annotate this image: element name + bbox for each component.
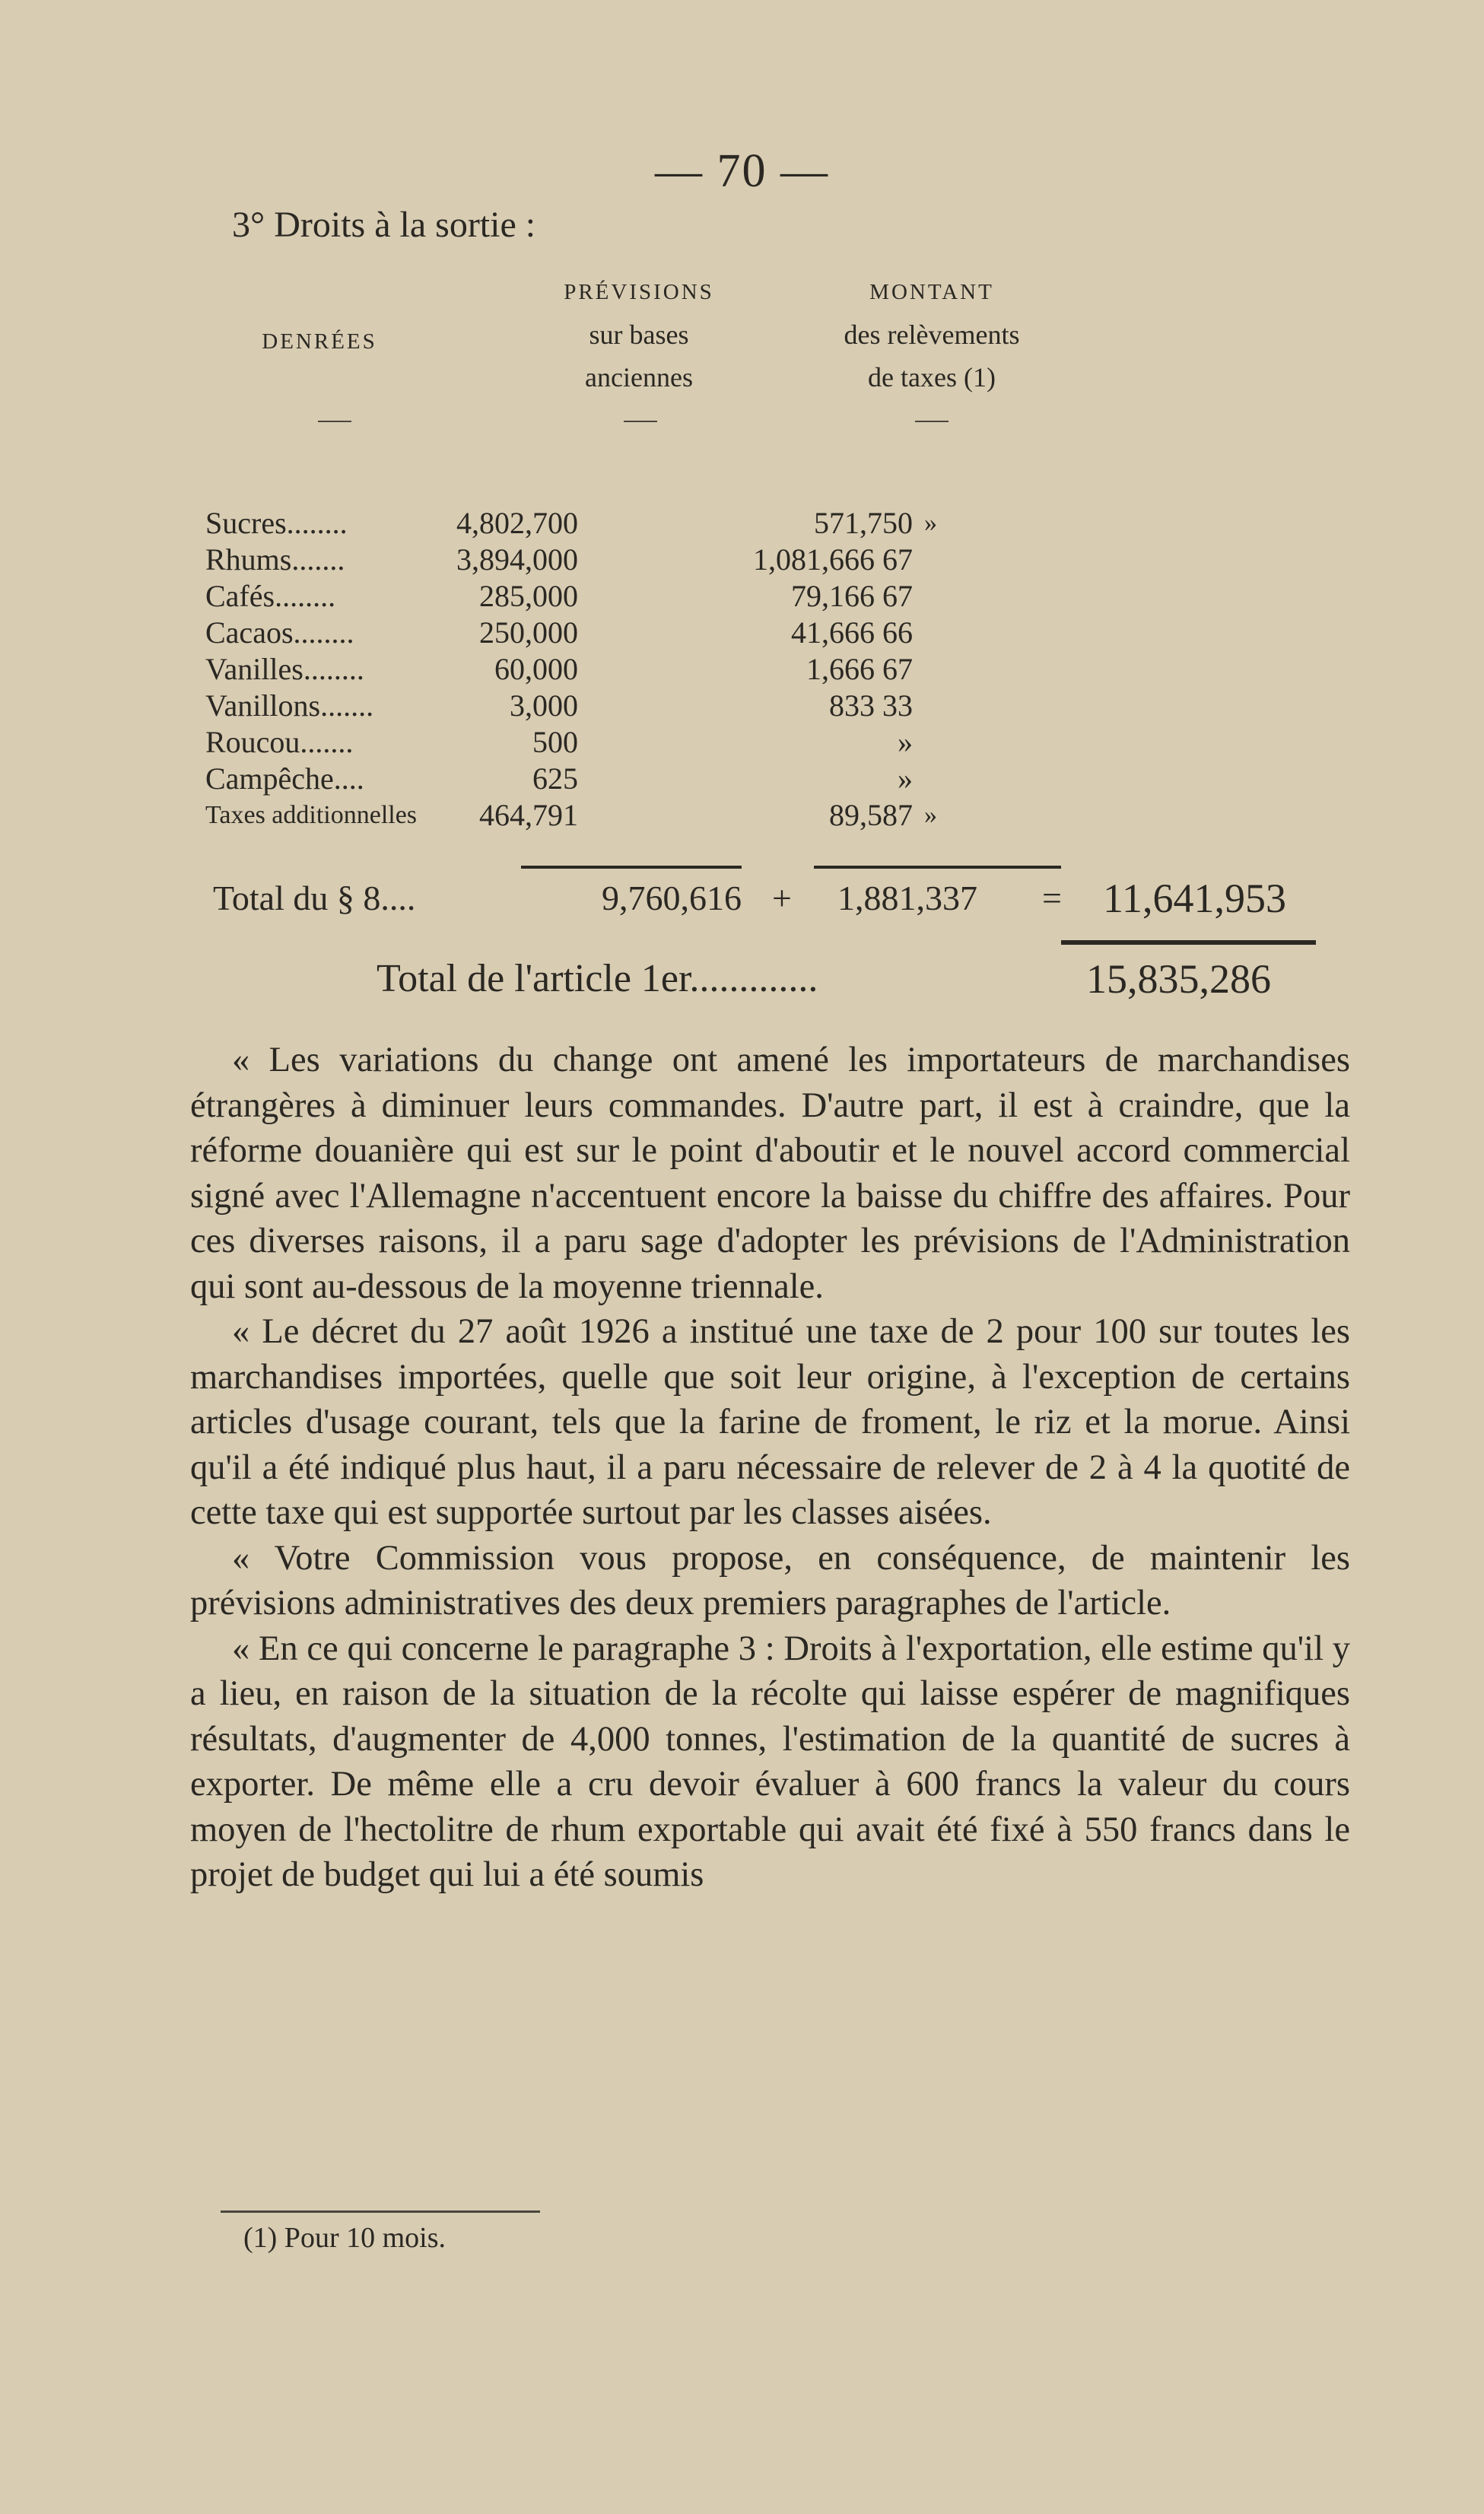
row-montant: 89,587 [829, 798, 913, 832]
body-text [190, 1038, 1350, 1898]
header-dash [318, 421, 351, 422]
page-number: — 70 — [655, 145, 829, 197]
row-name: Cacaos........ [205, 615, 354, 650]
paragraph: « Les variations du change ont amené les importateurs de marchandises étrangères à diminuer leurs commandes. D'autre part, il est à craindre, que la réforme douanière qui est sur le point d'aboutir et le nouvel accord commercial signé avec l'Allemagne n'accentuent encore la baisse du chiffre des affaires. Pour ces diverses raisons, il a paru sage d'adopter les prévisions de l'Administration qui sont au-dessous de la moyenne triennale. [190, 1041, 1350, 1306]
total-line [205, 872, 1346, 925]
total-plus: + [772, 879, 792, 917]
table-row [205, 651, 1065, 688]
row-prevision: 500 [532, 725, 578, 759]
header-montant-line2: des relèvements [844, 319, 1020, 350]
row-montant: 1,666 67 [806, 652, 913, 686]
total-label: Total du § 8.... [213, 879, 416, 917]
footnote-rule [221, 2210, 540, 2213]
row-prevision: 625 [532, 761, 578, 796]
row-mark: » [924, 509, 937, 537]
table-row [205, 542, 1065, 578]
header-montant-line1: MONTANT [869, 280, 994, 304]
row-montant: 41,666 66 [791, 615, 913, 650]
table-row [205, 615, 1065, 651]
row-montant: 79,166 67 [791, 579, 913, 613]
row-name: Cafés........ [205, 579, 336, 613]
table-row [205, 505, 1065, 542]
table-row [205, 724, 1065, 761]
paragraph: « Le décret du 27 août 1926 a institué une taxe de 2 pour 100 sur toutes les marchandises importées, quelle que soit leur origine, à l'exception de certains articles d'usage courant, tels que la farine de froment, le riz et la morue. Ainsi qu'il a été indiqué plus haut, il a paru nécessaire de relever de 2 à 4 la quotité de cette taxe qui est supportée surtout par les classes aisées. [190, 1312, 1350, 1532]
header-previsions [502, 271, 776, 399]
row-name: Taxes additionnelles [205, 801, 418, 829]
row-name: Vanillons....... [205, 688, 374, 723]
row-name: Rhums....... [205, 542, 345, 577]
header-montant-line3: de taxes (1) [868, 362, 996, 393]
row-prevision: 285,000 [479, 579, 578, 613]
row-prevision: 4,802,700 [456, 506, 578, 540]
header-previsions-line2: sur bases [589, 319, 689, 350]
row-name: Roucou....... [205, 725, 354, 759]
article-total-label: Total de l'article 1er............. [377, 957, 818, 1000]
article-total-value: 15,835,286 [1086, 956, 1271, 1002]
row-prevision: 250,000 [479, 615, 578, 650]
section-title: 3° Droits à la sortie : [232, 205, 536, 245]
row-montant: » [898, 761, 913, 796]
header-denrees: DENRÉES [262, 329, 377, 354]
sum-rule [521, 866, 742, 869]
sum-rule [1061, 940, 1316, 945]
table-row [205, 797, 1065, 834]
total-sum: 11,641,953 [1103, 876, 1286, 921]
header-previsions-line3: anciennes [585, 362, 693, 393]
row-montant: » [898, 725, 913, 759]
row-montant: 571,750 [814, 506, 913, 540]
table-row [205, 688, 1065, 724]
table-row [205, 578, 1065, 615]
paragraph: « En ce qui concerne le paragraphe 3 : Droits à l'exportation, elle estime qu'il y a lieu, en raison de la situation de la récolte qui laisse espérer de magnifiques résultats, d'augmenter de 4,000 tonnes, l'estimation de la quantité de sucres à exporter. De même elle a cru devoir évaluer à 600 francs la valeur du cours moyen de l'hectolitre de rhum exportable qui avait été fixé à 550 francs dans le projet de budget qui lui a été soumis [190, 1629, 1350, 1894]
header-dash [915, 421, 949, 422]
total-montant: 1,881,337 [837, 879, 977, 917]
table-rows [205, 505, 1065, 834]
row-prevision: 60,000 [494, 652, 578, 686]
row-montant: 833 33 [829, 688, 913, 723]
total-previsions: 9,760,616 [602, 879, 742, 917]
header-montant [787, 271, 1076, 399]
header-previsions-line1: PRÉVISIONS [564, 280, 714, 304]
row-prevision: 3,894,000 [456, 542, 578, 577]
footnote: (1) Pour 10 mois. [243, 2222, 446, 2254]
row-name: Sucres........ [205, 506, 348, 540]
paragraph: « Votre Commission vous propose, en conséquence, de maintenir les prévisions administratives des deux premiers paragraphes de l'article. [190, 1538, 1350, 1622]
row-montant: 1,081,666 67 [753, 542, 913, 577]
sum-rule [814, 866, 1061, 869]
header-dash [624, 421, 657, 422]
row-name: Campêche.... [205, 761, 364, 796]
row-name: Vanilles........ [205, 652, 364, 686]
total-equals: = [1042, 879, 1062, 917]
row-prevision: 464,791 [479, 798, 578, 832]
row-prevision: 3,000 [510, 688, 578, 723]
table-row [205, 761, 1065, 797]
row-mark: » [924, 801, 937, 829]
